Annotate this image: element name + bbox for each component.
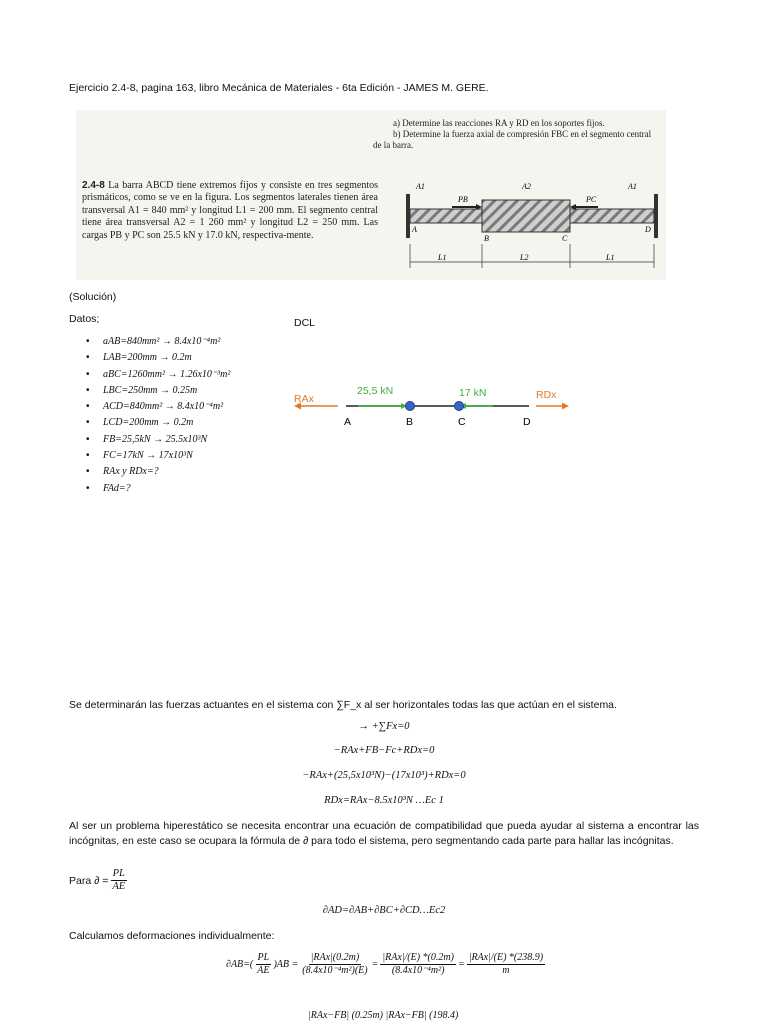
list-item: • LBC=250mm → 0.25m — [86, 383, 230, 399]
segment-cd — [570, 209, 654, 223]
partial-equation-line: |RAx−FB| (0.25m) |RAx−FB| (198.4) — [308, 1010, 459, 1021]
deform-lhs: ∂AB=( — [226, 959, 254, 970]
solution-label: (Solución) — [69, 291, 117, 303]
free-body-diagram — [288, 380, 588, 435]
intro-paragraph: Se determinarán las fuerzas actuantes en el sistema con ∑F_x al ser horizontales todas las que actúan en el sistema. — [69, 699, 617, 711]
question-b: b) Determine la fuerza axial de compresión FBC en el segmento central de la barra. — [373, 129, 652, 150]
segment-ab — [410, 209, 482, 223]
problem-questions — [373, 118, 661, 151]
dcl-label-c: C — [458, 416, 466, 428]
datos-label: Datos; — [69, 313, 100, 325]
problem-statement — [82, 180, 378, 242]
list-item: • aBC=1260mm² → 1.26x10⁻³m² — [86, 367, 230, 383]
equation-substituted: −RAx+(25,5x10³N)−(17x10³)+RDx=0 — [302, 770, 466, 781]
label-a2: A2 — [522, 182, 531, 191]
label-l1-left: L1 — [438, 253, 447, 262]
dcl-label-fc: 17 kN — [459, 387, 487, 399]
right-wall — [654, 194, 658, 238]
bar-figure — [402, 178, 664, 278]
deform-frac-3 — [380, 952, 456, 977]
label-pc: PC — [586, 195, 597, 204]
dcl-label-a: A — [344, 416, 352, 428]
equation-ec1: RDx=RAx−8.5x10³N …Ec 1 — [324, 795, 444, 806]
dcl-label-rax: RAx — [294, 393, 314, 405]
dcl-title: DCL — [294, 317, 316, 329]
fraction-num: PL — [112, 868, 125, 879]
list-item: • LCD=200mm → 0.2m — [86, 415, 230, 431]
dcl-label-b: B — [406, 416, 414, 428]
equals-sign: = — [457, 959, 465, 970]
fraction-num: PL — [257, 952, 270, 963]
deform-sub: )AB = — [273, 959, 299, 970]
node-c — [455, 402, 464, 411]
label-a: A — [412, 225, 417, 234]
problem-number: 2.4-8 — [82, 180, 105, 191]
deform-frac-1 — [255, 952, 271, 977]
fraction-den: (8.4x10⁻⁴m²)(E) — [302, 965, 368, 976]
segment-bc — [482, 200, 570, 232]
list-item: • FB=25,5kN → 25.5x10³N — [86, 432, 230, 448]
list-item: • FAd=? — [86, 481, 230, 497]
datos-list — [86, 334, 230, 497]
label-b: B — [484, 234, 489, 243]
para-label-text: Para ∂ = — [69, 874, 109, 887]
left-wall — [406, 194, 410, 238]
textbook-scan — [76, 110, 666, 280]
dcl-label-rdx: RDx — [536, 389, 557, 401]
dcl-label-fb: 25,5 kN — [357, 385, 394, 397]
list-item: • aAB=840mm² → 8.4x10⁻⁴m² — [86, 334, 230, 350]
fraction-den: AE — [112, 881, 126, 892]
list-item: • FC=17kN → 17x10³N — [86, 448, 230, 464]
label-l1-right: L1 — [606, 253, 615, 262]
fraction-den: m — [502, 965, 510, 976]
deform-frac-2 — [300, 952, 369, 977]
para-delta-label — [69, 868, 129, 893]
deformation-ab-equation — [226, 952, 547, 977]
question-a: a) Determine las reacciones RA y RD en los soportes fijos. — [393, 118, 605, 128]
fraction-num: |RAx|/(E) *(0.2m) — [382, 952, 454, 963]
fraction-pl-ae — [110, 868, 127, 893]
calc-paragraph: Calculamos deformaciones individualmente: — [69, 930, 275, 942]
label-a1-left: A1 — [416, 182, 425, 191]
deform-frac-4 — [467, 952, 545, 977]
node-b — [406, 402, 415, 411]
fraction-num: |RAx|(0.2m) — [310, 952, 360, 963]
fraction-num: |RAx|/(E) *(238.9) — [468, 952, 544, 963]
problem-text: La barra ABCD tiene extremos fijos y consiste en tres segmentos prismáticos, como se ve en la figura. Los segmentos laterales tienen área transversal A1 = 840 mm² y longitud L1 = 200 mm. El segmento central tiene área transversal A2 = 1 260 mm² y longitud L2 = 250 mm. Las cargas PB y PC son 25.5 kN y 17.0 kN, respectiva-mente. — [82, 180, 379, 241]
exercise-header: Ejercicio 2.4-8, pagina 163, libro Mecánica de Materiales - 6ta Edición - JAMES M. GERE. — [69, 82, 489, 94]
compatibility-paragraph: Al ser un problema hiperestático se necesita encontrar una ecuación de compatibilidad que pueda ayudar al sistema a encontrar las incógnitas, en este caso se ocupara la fórmula de ∂ para todo el sistema, pero segmentando cada parte para hallar las incógnitas. — [69, 820, 699, 847]
label-d: D — [645, 225, 651, 234]
list-item: • ACD=840mm² → 8.4x10⁻⁴m² — [86, 399, 230, 415]
equation-ec2: ∂AD=∂AB+∂BC+∂CD…Ec2 — [322, 905, 446, 916]
dcl-label-d: D — [523, 416, 531, 428]
label-c: C — [562, 234, 568, 243]
label-pb: PB — [458, 195, 468, 204]
label-a1-right: A1 — [628, 182, 637, 191]
equation-balance: −RAx+FB−Fc+RDx=0 — [333, 745, 435, 756]
list-item: • RAx y RDx=? — [86, 464, 230, 480]
fraction-den: (8.4x10⁻⁴m²) — [391, 965, 445, 976]
list-item: • LAB=200mm → 0.2m — [86, 350, 230, 366]
label-l2: L2 — [520, 253, 529, 262]
equation-sum-fx: → +∑Fx=0 — [358, 721, 410, 732]
fraction-den: AE — [257, 965, 270, 976]
equals-sign: = — [371, 959, 379, 970]
